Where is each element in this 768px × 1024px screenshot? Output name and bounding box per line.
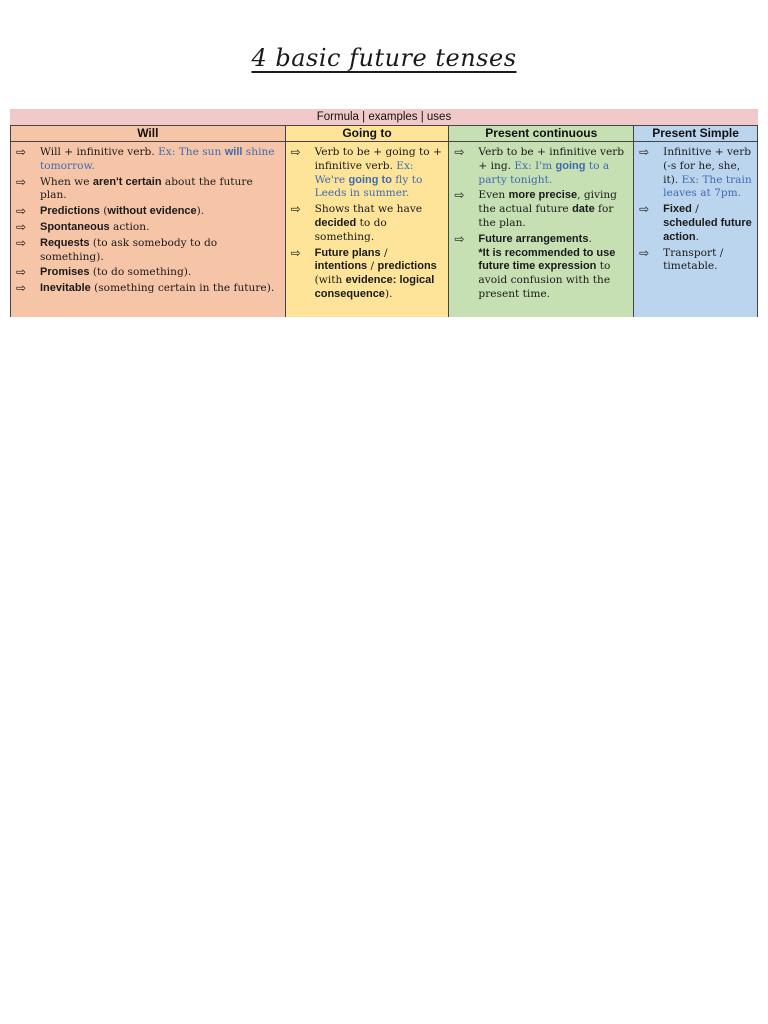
list-item — [639, 146, 752, 201]
example-keyword: going to — [348, 173, 392, 186]
present-simple-body — [634, 142, 757, 317]
item-keyword: Promises — [40, 266, 90, 279]
example-text: fly to Leeds in summer. — [314, 173, 423, 200]
double-arrow-icon: ⇨ — [290, 245, 301, 260]
item-text: to avoid confusion with the present time. — [478, 260, 611, 300]
item-keyword: date — [572, 203, 595, 216]
item-keyword: Future plans — [314, 246, 381, 259]
example-text: Ex: I'm — [514, 159, 556, 172]
list-item — [291, 247, 444, 302]
double-arrow-icon: ⇨ — [16, 219, 27, 234]
item-text: Will + infinitive verb. — [40, 146, 159, 158]
present-simple-heading: Present Simple — [634, 126, 757, 142]
list-item — [291, 203, 444, 244]
present-continuous-column — [449, 126, 634, 317]
item-keyword: Fixed — [663, 203, 692, 216]
tenses-grid — [10, 125, 758, 317]
item-text: to do something. — [314, 216, 387, 243]
list-item — [291, 146, 444, 201]
double-arrow-icon: ⇨ — [290, 202, 301, 217]
item-text: (to ask somebody to do something). — [40, 236, 218, 263]
will-column — [11, 126, 286, 317]
double-arrow-icon: ⇨ — [16, 204, 27, 219]
item-text: Even — [478, 189, 509, 202]
list-item — [16, 282, 280, 296]
tenses-table — [10, 109, 758, 317]
item-keyword: scheduled future action — [663, 216, 752, 243]
item-text: ( — [99, 205, 108, 218]
item-text: / — [380, 246, 388, 259]
list-item — [639, 203, 752, 244]
will-heading: Will — [11, 126, 285, 142]
list-item — [16, 176, 280, 204]
double-arrow-icon: ⇨ — [639, 202, 650, 217]
double-arrow-icon: ⇨ — [454, 231, 465, 246]
item-text: for the plan. — [478, 203, 614, 229]
going-to-heading: Going to — [286, 126, 449, 142]
item-text: Verb to be + going to + infinitive verb. — [314, 146, 442, 172]
item-keyword: Spontaneous — [40, 220, 110, 233]
example-text: Ex: The train leaves at 7pm. — [663, 173, 752, 200]
example-text: Ex: The sun — [158, 146, 225, 158]
example-text: shine tomorrow. — [40, 146, 275, 172]
double-arrow-icon: ⇨ — [16, 235, 27, 250]
item-keyword: Predictions — [40, 205, 100, 218]
double-arrow-icon: ⇨ — [16, 265, 27, 280]
going-to-column — [286, 126, 450, 317]
double-arrow-icon: ⇨ — [16, 174, 27, 189]
item-text: Verb to be + infinitive verb + ing. — [478, 146, 625, 172]
double-arrow-icon: ⇨ — [454, 188, 465, 203]
item-keyword: more precise — [508, 189, 578, 202]
page-title: 4 basic future tenses — [251, 44, 517, 72]
double-arrow-icon: ⇨ — [16, 281, 27, 296]
item-keyword: Requests — [40, 236, 90, 249]
list-item — [16, 205, 280, 219]
going-to-body — [286, 142, 449, 317]
list-item — [639, 247, 752, 275]
example-text: Ex: We're — [314, 159, 414, 186]
double-arrow-icon: ⇨ — [290, 145, 301, 159]
item-text: (to do something). — [89, 266, 192, 279]
item-keyword: decided — [314, 216, 357, 229]
item-text: . — [695, 230, 699, 243]
item-keyword: without evidence — [107, 205, 197, 218]
item-text: (with — [314, 274, 346, 287]
list-item — [16, 266, 280, 280]
item-keyword: *It is recommended to use future time expression — [478, 246, 616, 273]
item-text: ). — [196, 205, 205, 218]
will-body — [11, 142, 285, 317]
item-keyword: intentions — [314, 260, 368, 273]
item-text: action. — [109, 220, 150, 233]
double-arrow-icon: ⇨ — [454, 145, 465, 159]
item-keyword: evidence: logical consequence — [314, 274, 435, 300]
item-text: / — [691, 203, 699, 216]
item-text: (something certain in the future). — [90, 282, 275, 295]
double-arrow-icon: ⇨ — [639, 145, 650, 159]
list-item — [16, 146, 280, 174]
present-continuous-heading: Present continuous — [449, 126, 633, 142]
item-keyword: predictions — [377, 260, 437, 273]
formula-header: Formula | examples | uses — [10, 109, 758, 125]
item-text: , giving the actual future — [478, 189, 617, 216]
item-keyword: aren't certain — [92, 175, 162, 188]
list-item — [454, 146, 628, 187]
item-keyword: Inevitable — [40, 282, 91, 295]
item-text: / — [367, 260, 378, 273]
list-item — [454, 189, 628, 230]
item-text: Infinitive + verb (-s for he, she, it). — [663, 146, 752, 186]
item-text: When we — [40, 175, 93, 188]
item-text: ). — [384, 287, 393, 300]
double-arrow-icon: ⇨ — [639, 245, 650, 260]
list-item — [454, 233, 628, 302]
list-item — [16, 221, 280, 235]
example-text: to a party tonight. — [478, 159, 610, 186]
item-text: . — [588, 232, 592, 245]
present-simple-column — [634, 126, 758, 317]
item-text: Shows that we have — [314, 203, 423, 216]
present-continuous-body — [449, 142, 633, 317]
double-arrow-icon: ⇨ — [16, 145, 27, 159]
example-keyword: going — [555, 159, 586, 172]
item-text: about the future plan. — [40, 175, 253, 202]
item-keyword: Future arrangements — [478, 232, 589, 245]
example-keyword: will — [224, 146, 243, 158]
list-item — [16, 237, 280, 265]
item-text: Transport / timetable. — [663, 246, 724, 273]
